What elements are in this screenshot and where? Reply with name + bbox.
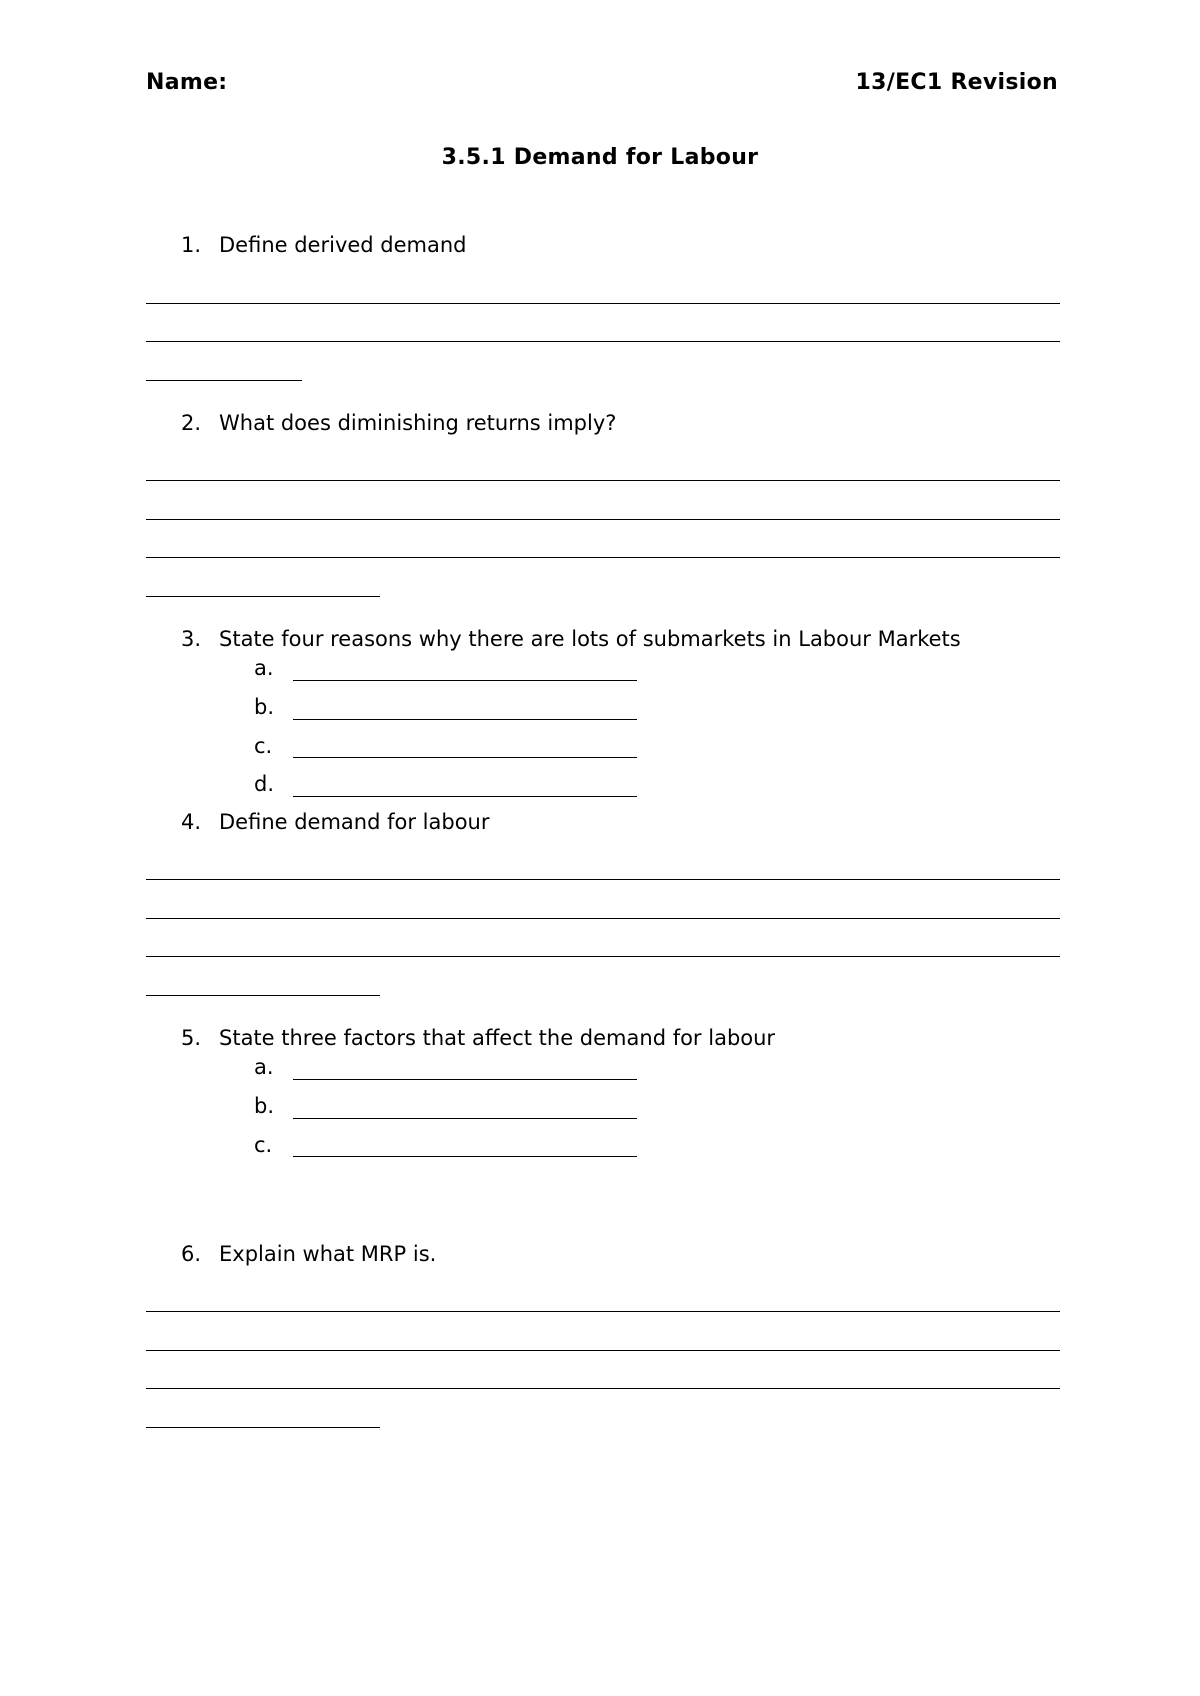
question-text: Define derived demand — [219, 233, 467, 257]
question-5 — [181, 1026, 775, 1050]
question-number: 3. — [181, 627, 202, 651]
sub-answer-line[interactable] — [293, 680, 637, 681]
answer-line[interactable] — [146, 1427, 380, 1428]
sub-item-label: a. — [254, 656, 274, 680]
question-number: 4. — [181, 810, 202, 834]
sub-answer-line[interactable] — [293, 1118, 637, 1119]
answer-line[interactable] — [146, 341, 1060, 342]
sub-item-label: c. — [254, 734, 273, 758]
question-text: Define demand for labour — [219, 810, 490, 834]
answer-line[interactable] — [146, 956, 1060, 957]
question-number: 2. — [181, 411, 202, 435]
sub-answer-line[interactable] — [293, 719, 637, 720]
sub-item-label: b. — [254, 695, 275, 719]
class-label: 13/EC1 Revision — [855, 70, 1058, 95]
question-2 — [181, 411, 616, 435]
question-text: What does diminishing returns imply? — [219, 411, 617, 435]
answer-line[interactable] — [146, 596, 380, 597]
answer-line[interactable] — [146, 1311, 1060, 1312]
answer-line[interactable] — [146, 1350, 1060, 1351]
sub-answer-line[interactable] — [293, 1079, 637, 1080]
answer-line[interactable] — [146, 995, 380, 996]
sub-item-label: b. — [254, 1094, 275, 1118]
question-text: State four reasons why there are lots of submarkets in Labour Markets — [219, 627, 961, 651]
sub-answer-line[interactable] — [293, 757, 637, 758]
name-label: Name: — [146, 70, 228, 95]
answer-line[interactable] — [146, 557, 1060, 558]
answer-line[interactable] — [146, 1388, 1060, 1389]
question-6 — [181, 1242, 436, 1266]
answer-line[interactable] — [146, 918, 1060, 919]
question-text: State three factors that affect the demand for labour — [219, 1026, 776, 1050]
question-4 — [181, 810, 490, 834]
worksheet-title: 3.5.1 Demand for Labour — [441, 145, 759, 170]
sub-answer-line[interactable] — [293, 1156, 637, 1157]
question-1 — [181, 233, 467, 257]
question-number: 1. — [181, 233, 202, 257]
answer-line[interactable] — [146, 519, 1060, 520]
answer-line[interactable] — [146, 879, 1060, 880]
answer-line[interactable] — [146, 480, 1060, 481]
sub-item-label: d. — [254, 772, 275, 796]
sub-item-label: c. — [254, 1133, 273, 1157]
sub-answer-line[interactable] — [293, 796, 637, 797]
sub-item-label: a. — [254, 1055, 274, 1079]
question-3 — [181, 627, 961, 651]
question-text: Explain what MRP is. — [219, 1242, 437, 1266]
answer-line[interactable] — [146, 380, 302, 381]
answer-line[interactable] — [146, 303, 1060, 304]
question-number: 6. — [181, 1242, 202, 1266]
question-number: 5. — [181, 1026, 202, 1050]
